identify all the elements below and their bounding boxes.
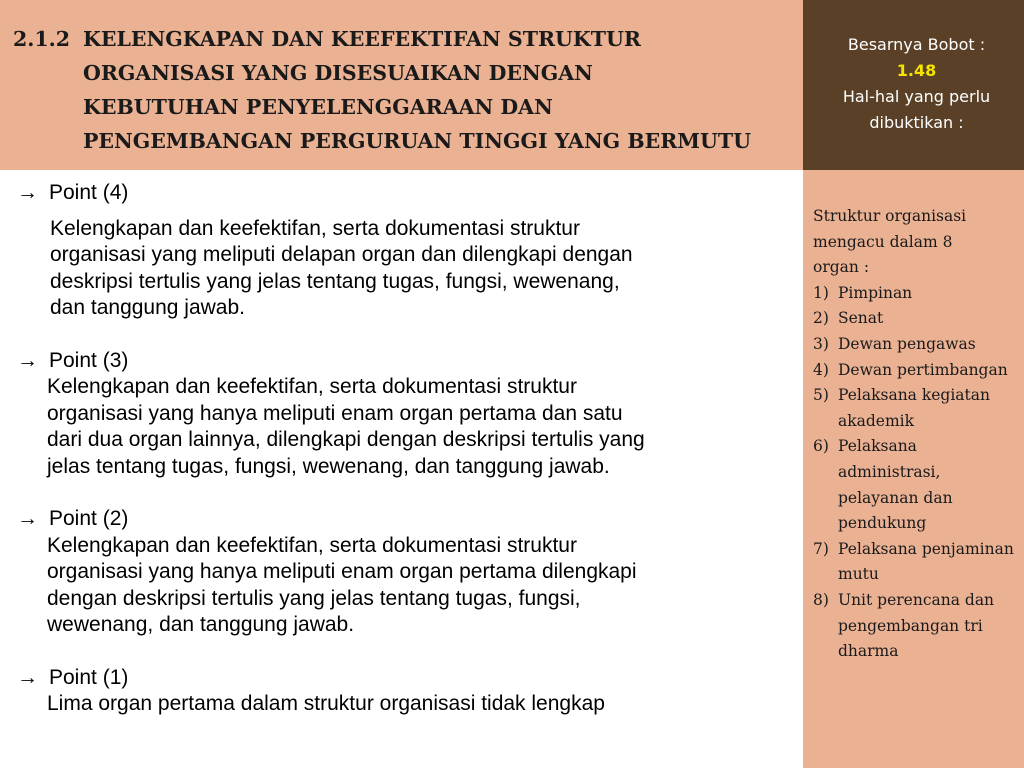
list-item: 5) Pelaksana kegiatan akademik (813, 386, 990, 430)
organ-intro-line: organ : (813, 258, 870, 277)
list-item: 2) Senat (813, 309, 884, 328)
point-4-block (15, 180, 790, 322)
list-item: 8) Unit perencana dan pengembangan tri dharma (813, 590, 995, 661)
section-number: 2.1.2 (13, 27, 71, 51)
title-banner (0, 0, 803, 170)
arrow-right-icon: → (17, 507, 38, 530)
title-line: ORGANISASI YANG DISESUAIKAN DENGAN (83, 61, 593, 85)
organ-intro-line: mengacu dalam 8 (813, 232, 953, 251)
evidence-note-line: dibuktikan : (869, 113, 964, 132)
weight-box (803, 0, 1024, 170)
weight-label: Besarnya Bobot : (847, 35, 986, 54)
point-1-block (15, 665, 790, 718)
arrow-right-icon: → (17, 181, 38, 204)
weight-value: 1.48 (896, 61, 937, 80)
point-label: Point (2) (49, 507, 129, 530)
point-description: Kelengkapan dan keefektifan, serta dokumentasi struktur organisasi yang hanya meliputi enam organ pertama dan satu dari dua organ lainnya, dilengkapi dengan deskripsi tertulis yang jelas tentang tugas, fungsi, wewenang, dan tanggung jawab. (47, 375, 645, 478)
organ-list-content (813, 204, 1021, 665)
organ-list (813, 281, 1021, 665)
point-description: Kelengkapan dan keefektifan, serta dokumentasi struktur organisasi yang hanya meliputi enam organ pertama dilengkapi dengan deskripsi tertulis yang jelas tentang tugas, fungsi, wewenang, dan tanggung jawab. (47, 533, 637, 636)
point-label: Point (1) (49, 665, 129, 689)
points-content (15, 180, 790, 744)
point-description: Kelengkapan dan keefektifan, serta dokumentasi struktur organisasi yang meliputi delapan organ dan dilengkapi dengan deskripsi tertulis yang jelas tentang tugas, fungsi, wewenang, dan tanggung jawab. (50, 216, 633, 319)
point-2-block (15, 506, 790, 639)
arrow-right-icon: → (17, 348, 38, 372)
organ-intro-line: Struktur organisasi (813, 207, 967, 225)
list-item: 1) Pimpinan (813, 283, 913, 302)
evidence-note-line: Hal-hal yang perlu (842, 87, 991, 106)
side-panel (803, 170, 1024, 768)
list-item: 3) Dewan pengawas (813, 334, 976, 353)
point-description: Lima organ pertama dalam struktur organisasi tidak lengkap (47, 692, 605, 715)
list-item: 4) Dewan pertimbangan (813, 360, 1008, 379)
title-line: KELENGKAPAN DAN KEEFEKTIFAN STRUKTUR (83, 27, 641, 51)
list-item: 6) Pelaksana administrasi, pelayanan dan pendukung (813, 437, 953, 533)
point-label: Point (3) (49, 348, 129, 372)
point-label: Point (4) (49, 181, 129, 204)
slide-title (13, 22, 803, 158)
title-line: KEBUTUHAN PENYELENGGARAAN DAN (83, 95, 553, 119)
arrow-right-icon: → (17, 665, 38, 689)
list-item: 7) Pelaksana penjaminan mutu (813, 539, 1014, 584)
point-3-block (15, 348, 790, 481)
title-line: PENGEMBANGAN PERGURUAN TINGGI YANG BERMUTU (83, 129, 752, 153)
